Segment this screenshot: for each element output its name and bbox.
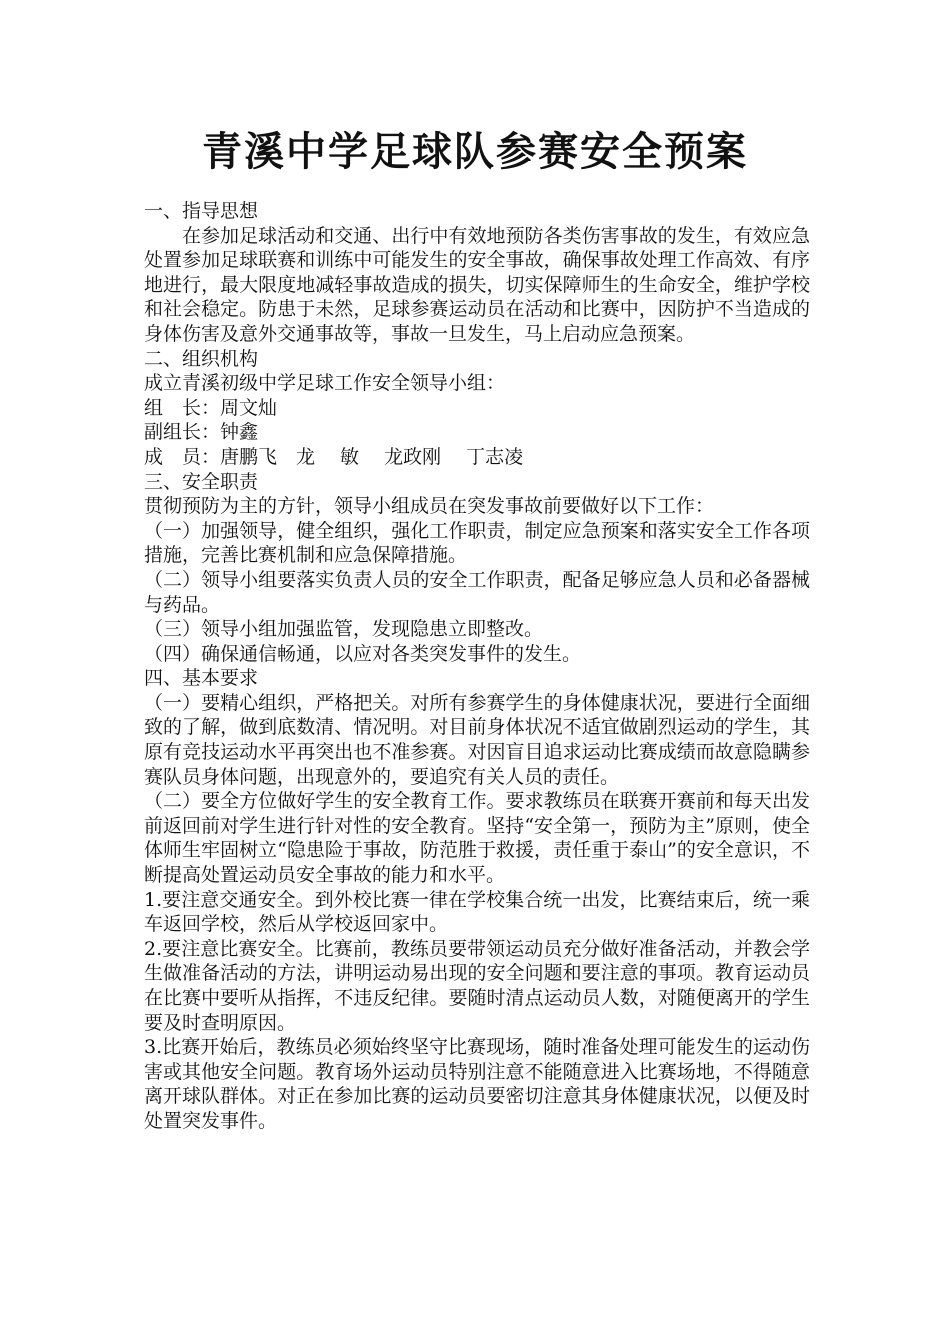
paragraph: 组 长：周文灿 (144, 396, 278, 419)
paragraph: 副组长：钟鑫 (144, 421, 259, 444)
paragraph: 成立青溪初级中学足球工作安全领导小组： (144, 372, 506, 395)
paragraph: 在参加足球活动和交通、出行中有效地预防各类伤害事故的发生，有效应急处置参加足球联赛和训练中可能发生的安全事故，确保事故处理工作高效、有序地进行，最大限度地减轻事故造成的损失，切实保障师生的生命安全，维护学校和社会稳定。防患于未然，足球参赛运动员在活动和比赛中，因防护不当造成的身体伤害及意外交通事故等，事故一旦发生，马上启动应急预案。 (144, 224, 810, 345)
paragraph: （二）要全方位做好学生的安全教育工作。要求教练员在联赛开赛前和每天出发前返回前对学生进行针对性的安全教育。坚持“安全第一，预防为主”原则，使全体师生牢固树立“隐患险于事故，防范胜于救援，责任重于泰山”的安全意识，不断提高处置运动员安全事故的能力和水平。 (144, 790, 810, 887)
paragraph: 3.比赛开始后，教练员必须始终坚守比赛现场，随时准备处理可能发生的运动伤害或其他安全问题。教育场外运动员特别注意不能随意进入比赛场地，不得随意离开球队群体。对正在参加比赛的运动员要密切注意其身体健康状况，以便及时处置突发事件。 (144, 1036, 810, 1132)
paragraph: 2.要注意比赛安全。比赛前，教练员要带领运动员充分做好准备活动，并教会学生做准备活动的方法，讲明运动易出现的安全问题和要注意的事项。教育运动员在比赛中要听从指挥，不违反纪律。要随时清点运动员人数，对随便离开的学生要及时查明原因。 (144, 937, 810, 1034)
paragraph: 成 员：唐鹏飞 龙 敏 龙政刚 丁志凌 (144, 445, 524, 468)
paragraph: （一）要精心组织，严格把关。对所有参赛学生的身体健康状况，要进行全面细致的了解，做到底数清、情况明。对目前身体状况不适宜做剧烈运动的学生，其原有竞技运动水平再突出也不准参赛。对因盲目追求运动比赛成绩而故意隐瞒参赛队员身体问题，出现意外的，要追究有关人员的责任。 (144, 691, 810, 788)
paragraph: 四、基本要求 (144, 667, 259, 690)
document-body (144, 199, 810, 1134)
paragraph: （四）确保通信畅通，以应对各类突发事件的发生。 (144, 642, 582, 665)
paragraph: 一、指导思想 (144, 200, 259, 222)
document-title: 青溪中学足球队参赛安全预案 (202, 128, 748, 175)
paragraph: 贯彻预防为主的方针，领导小组成员在突发事故前要做好以下工作： (144, 495, 715, 518)
paragraph: （一）加强领导，健全组织，强化工作职责，制定应急预案和落实安全工作各项措施，完善比赛机制和应急保障措施。 (144, 519, 810, 567)
paragraph: （二）领导小组要落实负责人员的安全工作职责，配备足够应急人员和必备器械与药品。 (144, 568, 810, 616)
paragraph: 三、安全职责 (144, 470, 259, 493)
paragraph: 1.要注意交通安全。到外校比赛一律在学校集合统一出发，比赛结束后，统一乘车返回学校，然后从学校返回家中。 (144, 888, 810, 936)
paragraph: （三）领导小组加强监管，发现隐患立即整改。 (144, 618, 544, 641)
paragraph: 二、组织机构 (144, 347, 259, 370)
